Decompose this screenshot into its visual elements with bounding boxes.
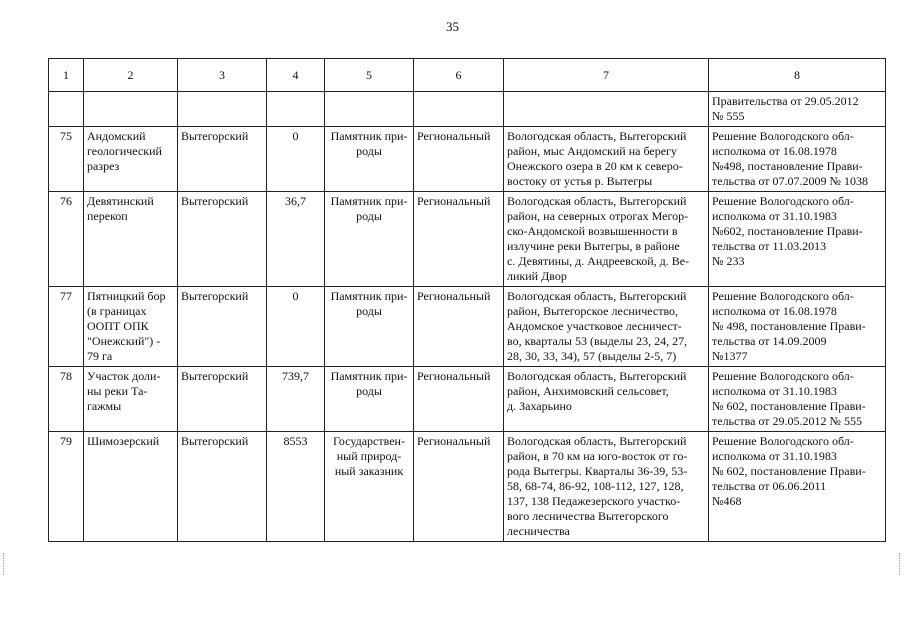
significance-cell: Региональный [414, 287, 504, 367]
column-header: 6 [414, 59, 504, 92]
scan-edge-mark-left [3, 553, 5, 575]
scan-edge-mark-right [899, 553, 901, 575]
category-cell: Памятник при- роды [325, 287, 414, 367]
row-number-cell: 79 [49, 432, 84, 542]
page-number: 35 [446, 19, 459, 34]
table-row [49, 92, 886, 127]
protected-areas-table [48, 58, 886, 542]
object-name-cell: Девятинский перекоп [84, 192, 178, 287]
table-row [49, 367, 886, 432]
column-header: 3 [178, 59, 267, 92]
district-cell: Вытегорский [178, 367, 267, 432]
category-cell [325, 92, 414, 127]
significance-cell: Региональный [414, 192, 504, 287]
legal-basis-cell: Решение Вологодского обл- исполкома от 16.08.1978 №498, постановление Прави- тельства от 07.07.2009 № 1038 [709, 127, 886, 192]
district-cell: Вытегорский [178, 287, 267, 367]
location-cell: Вологодская область, Вытегорский район, на северных отрогах Мегор- ско-Андомской возвышенности в излучине реки Вытегры, в районе с. Девятины, д. Андреевской, д. Ве- ликий Двор [504, 192, 709, 287]
column-header: 5 [325, 59, 414, 92]
object-name-cell: Пятницкий бор (в границах ООПТ ОПК "Онежский") - 79 га [84, 287, 178, 367]
significance-cell [414, 92, 504, 127]
district-cell [178, 92, 267, 127]
row-number-cell: 76 [49, 192, 84, 287]
column-header: 7 [504, 59, 709, 92]
row-number-cell: 78 [49, 367, 84, 432]
row-number-cell: 77 [49, 287, 84, 367]
column-header: 4 [267, 59, 325, 92]
table-row [49, 192, 886, 287]
significance-cell: Региональный [414, 432, 504, 542]
object-name-cell: Андомский геологический разрез [84, 127, 178, 192]
table-row [49, 287, 886, 367]
legal-basis-cell: Решение Вологодского обл- исполкома от 31.10.1983 № 602, постановление Прави- тельства от 06.06.2011 №468 [709, 432, 886, 542]
district-cell: Вытегорский [178, 432, 267, 542]
area-cell: 0 [267, 287, 325, 367]
location-cell: Вологодская область, Вытегорский район, Вытегорское лесничество, Андомское участковое лесничест- во, кварталы 53 (выделы 23, 24, 27, 28, 30, 33, 34), 57 (выделы 2-5, 7) [504, 287, 709, 367]
location-cell [504, 92, 709, 127]
district-cell: Вытегорский [178, 192, 267, 287]
column-header: 8 [709, 59, 886, 92]
category-cell: Государствен- ный природ- ный заказник [325, 432, 414, 542]
area-cell: 739,7 [267, 367, 325, 432]
row-number-cell: 75 [49, 127, 84, 192]
legal-basis-cell: Правительства от 29.05.2012 № 555 [709, 92, 886, 127]
location-cell: Вологодская область, Вытегорский район, в 70 км на юго-восток от го- рода Вытегры. Кварталы 36-39, 53- 58, 68-74, 86-92, 108-112, 127, 128, 137, 138 Педажезерского участко- вого лесничества Вытегорского лесничества [504, 432, 709, 542]
legal-basis-cell: Решение Вологодского обл- исполкома от 31.10.1983 №602, постановление Прави- тельства от 11.03.2013 № 233 [709, 192, 886, 287]
area-cell [267, 92, 325, 127]
area-cell: 8553 [267, 432, 325, 542]
row-number-cell [49, 92, 84, 127]
category-cell: Памятник при- роды [325, 367, 414, 432]
legal-basis-cell: Решение Вологодского обл- исполкома от 31.10.1983 № 602, постановление Прави- тельства от 29.05.2012 № 555 [709, 367, 886, 432]
column-header: 2 [84, 59, 178, 92]
table-row [49, 432, 886, 542]
table-header-row [49, 59, 886, 92]
table-row [49, 127, 886, 192]
column-header: 1 [49, 59, 84, 92]
significance-cell: Региональный [414, 127, 504, 192]
object-name-cell: Участок доли- ны реки Та- гажмы [84, 367, 178, 432]
area-cell: 36,7 [267, 192, 325, 287]
category-cell: Памятник при- роды [325, 127, 414, 192]
significance-cell: Региональный [414, 367, 504, 432]
object-name-cell [84, 92, 178, 127]
location-cell: Вологодская область, Вытегорский район, мыс Андомский на берегу Онежского озера в 20 км к северо- востоку от устья р. Вытегры [504, 127, 709, 192]
object-name-cell: Шимозерский [84, 432, 178, 542]
category-cell: Памятник при- роды [325, 192, 414, 287]
legal-basis-cell: Решение Вологодского обл- исполкома от 16.08.1978 № 498, постановление Прави- тельства от 14.09.2009 №1377 [709, 287, 886, 367]
district-cell: Вытегорский [178, 127, 267, 192]
location-cell: Вологодская область, Вытегорский район, Анхимовский сельсовет, д. Захарьино [504, 367, 709, 432]
area-cell: 0 [267, 127, 325, 192]
